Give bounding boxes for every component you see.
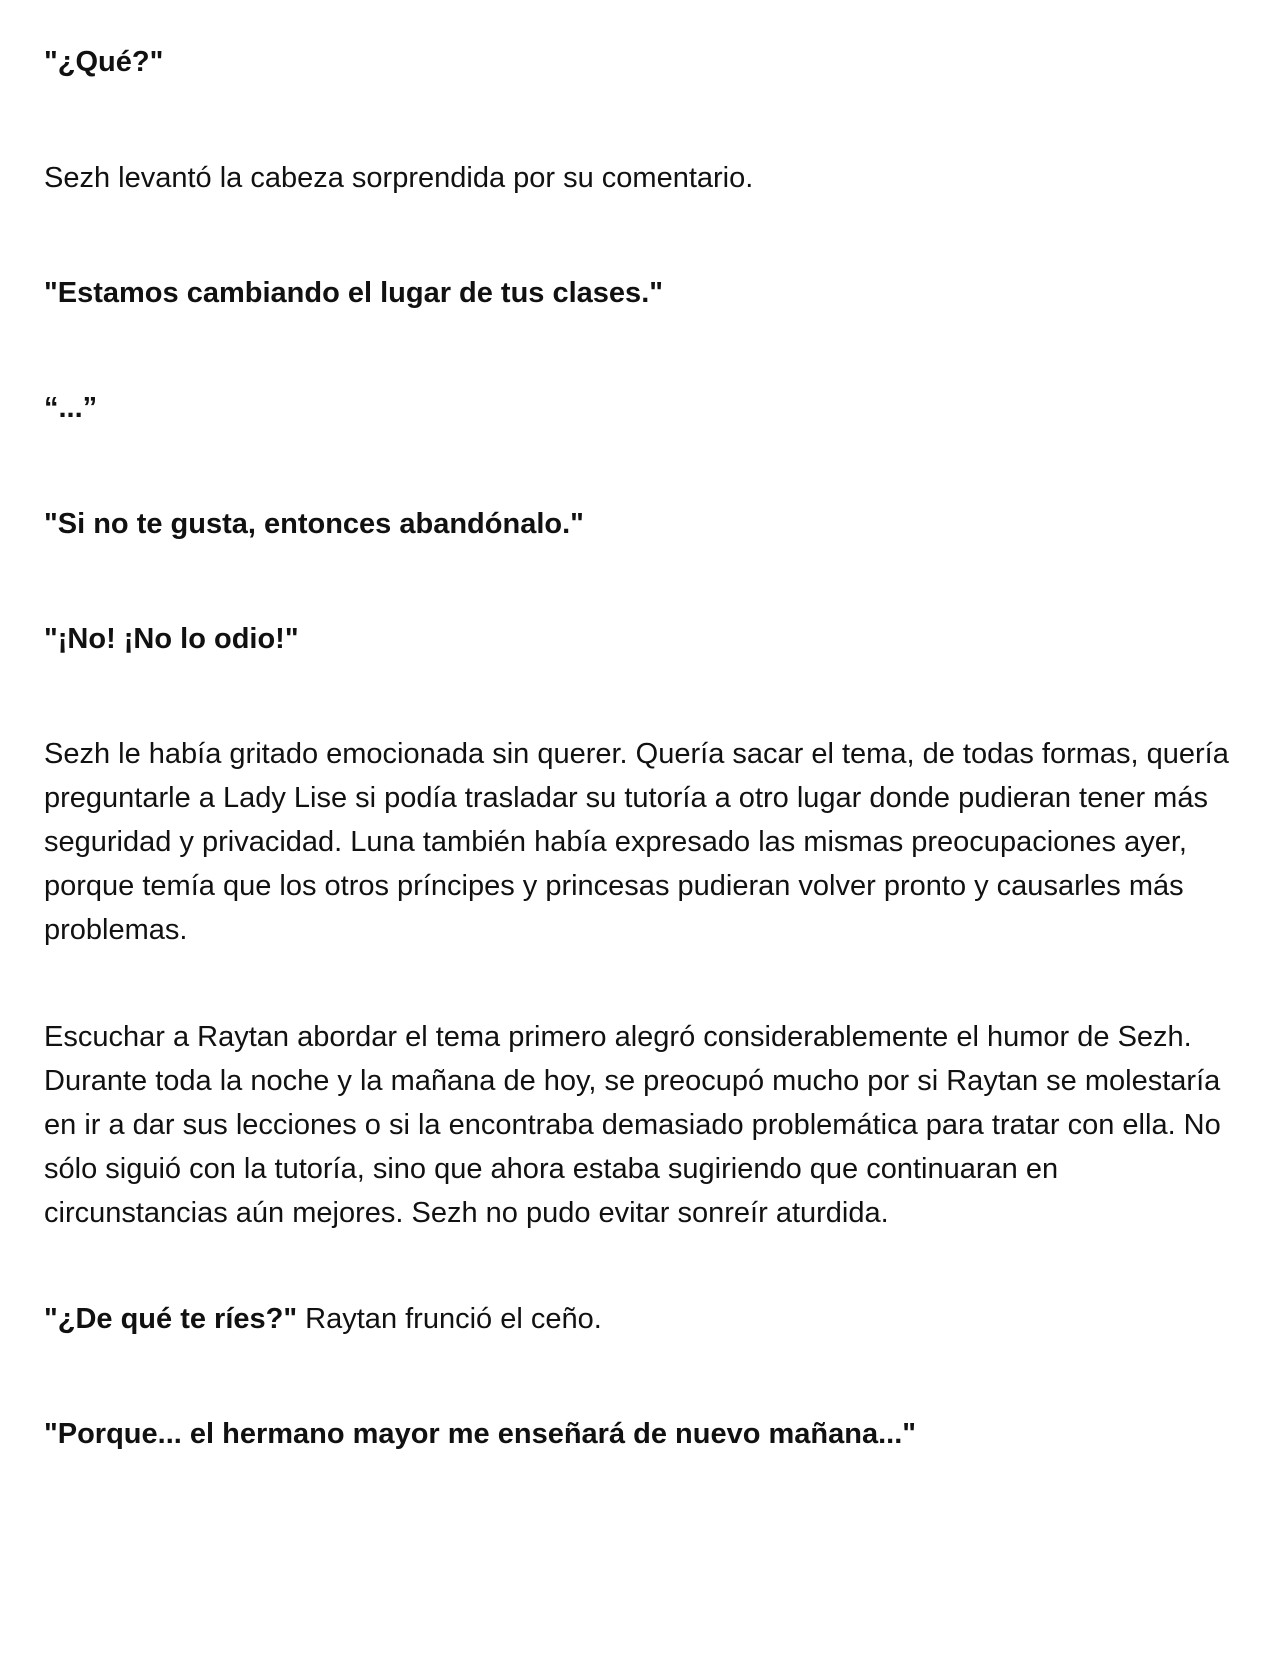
dialogue-que: "¿Qué?" — [44, 46, 164, 78]
dialogue-abandonalo: "Si no te gusta, entonces abandónalo." — [44, 508, 584, 540]
dialogue-narration: Raytan frunció el ceño. — [297, 1303, 602, 1335]
paragraph-sezh-grito: Sezh le había gritado emocionada sin querer. Quería sacar el tema, de todas formas, quería preguntarle a Lady Lise si podía trasladar su tutoría a otro lugar donde pudieran tener más seguridad y privacidad. Luna también había expresado las mismas preocupaciones ayer, porque temía que los otros príncipes y princesas pudieran volver pronto y causarles más problemas. — [44, 738, 1229, 946]
dialogue-de-que-te-ries — [44, 1297, 1234, 1341]
dialogue-ellipsis: “...” — [44, 392, 98, 424]
dialogue-cambiando-lugar: "Estamos cambiando el lugar de tus clases." — [44, 277, 663, 309]
narration-sezh-levanto: Sezh levantó la cabeza sorprendida por su comentario. — [44, 162, 754, 194]
dialogue-hermano-mayor: "Porque... el hermano mayor me enseñará de nuevo mañana..." — [44, 1418, 917, 1450]
paragraph-escuchar-raytan: Escuchar a Raytan abordar el tema primero alegró considerablemente el humor de Sezh. Durante toda la noche y la mañana de hoy, se preocupó mucho por si Raytan se molestaría en ir a dar sus lecciones o si la encontraba demasiado problemática para tratar con ella. No sólo siguió con la tutoría, sino que ahora estaba sugiriendo que continuaran en circunstancias aún mejores. Sezh no pudo evitar sonreír aturdida. — [44, 1021, 1221, 1229]
dialogue-quote: "¿De qué te ríes?" — [44, 1303, 298, 1335]
dialogue-no-lo-odio: "¡No! ¡No lo odio!" — [44, 623, 299, 655]
